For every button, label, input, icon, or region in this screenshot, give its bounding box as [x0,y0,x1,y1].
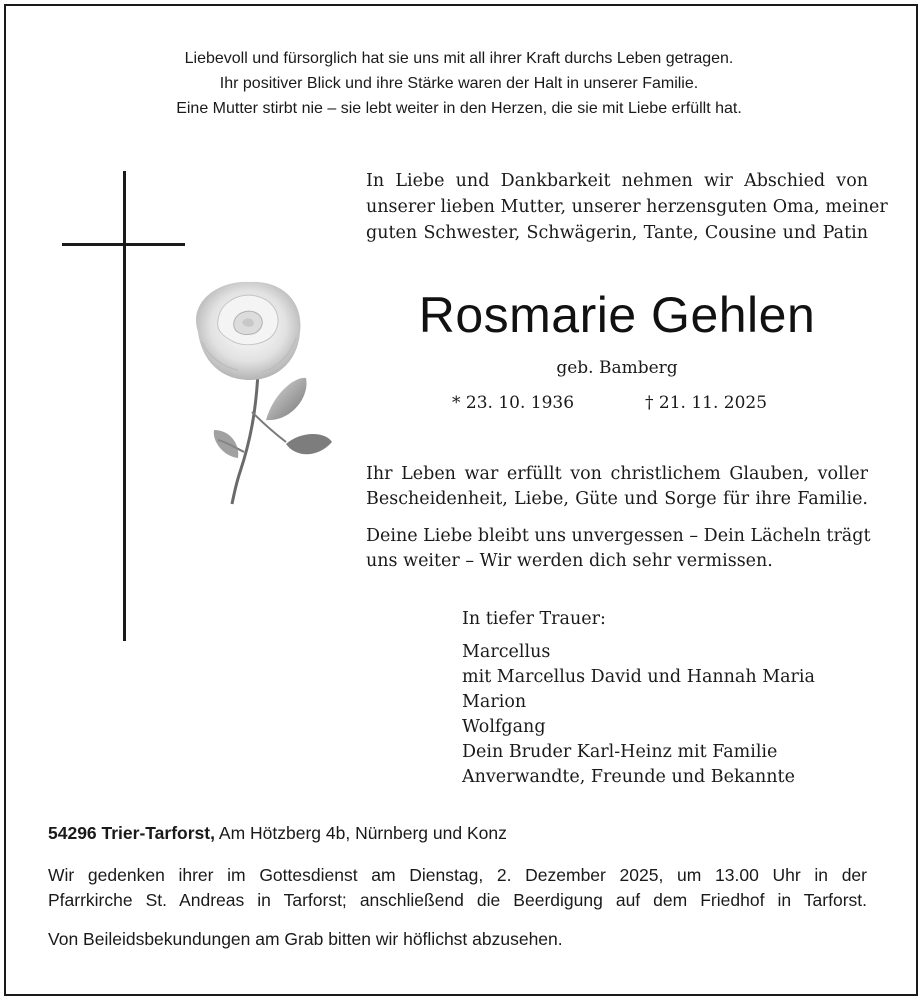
cross-icon-crossbar [62,243,185,246]
opening-verse [0,46,918,121]
mourners-heading: In tiefer Trauer: [462,609,606,629]
service-line: Pfarrkirche St. Andreas in Tarforst; anschließend die Beerdigung auf dem Friedhof in Tarforst. [48,890,867,910]
cross-icon [123,171,126,641]
tribute-line: Bescheidenheit, Liebe, Güte und Sorge für ihre Familie. [366,489,868,509]
mourners-list [462,607,815,790]
intro-line: In Liebe und Dankbarkeit nehmen wir Abschied von [366,171,868,191]
address-rest: Am Hötzberg 4b, Nürnberg und Konz [218,823,507,843]
death-date: † 21. 11. 2025 [645,393,768,413]
mourner-name: Marion [462,692,527,712]
deceased-name: Rosmarie Gehlen [418,287,816,343]
address-place: 54296 Trier-Tarforst, [48,823,215,843]
birth-date: * 23. 10. 1936 [452,393,575,413]
tribute-paragraph [366,462,868,512]
tribute-line: Ihr Leben war erfüllt von christlichem Glauben, voller [366,464,868,484]
tribute-line: Deine Liebe bleibt uns unvergessen – Dein Lächeln trägt [366,526,871,546]
mourner-name: Wolfgang [462,717,546,737]
tribute-line: uns weiter – Wir werden dich sehr vermissen. [366,551,773,571]
intro-text [366,168,888,246]
mourner-name: Anverwandte, Freunde und Bekannte [462,767,795,787]
birth-name: geb. Bamberg [556,358,678,378]
intro-line: guten Schwester, Schwägerin, Tante, Cousine und Patin [366,223,868,243]
verse-line: Ihr positiver Blick und ihre Stärke waren der Halt in unserer Familie. [219,75,699,92]
family-address [48,821,507,846]
condolence-note [48,927,867,952]
mourner-name: Marcellus [462,642,551,662]
rose-icon [178,272,338,512]
note-line: Von Beileidsbekundungen am Grab bitten wir höflichst abzusehen. [48,929,563,949]
verse-line: Liebevoll und fürsorglich hat sie uns mit all ihrer Kraft durchs Leben getragen. [184,50,734,67]
service-notice [48,863,867,913]
intro-line: unserer lieben Mutter, unserer herzensguten Oma, meiner [366,197,888,217]
verse-line: Eine Mutter stirbt nie – sie lebt weiter in den Herzen, die sie mit Liebe erfüllt hat. [176,100,742,117]
mourner-name: mit Marcellus David und Hannah Maria [462,667,815,687]
service-line: Wir gedenken ihrer im Gottesdienst am Dienstag, 2. Dezember 2025, um 13.00 Uhr in der [48,865,867,885]
mourner-name: Dein Bruder Karl-Heinz mit Familie [462,742,778,762]
tribute-paragraph [366,524,871,574]
